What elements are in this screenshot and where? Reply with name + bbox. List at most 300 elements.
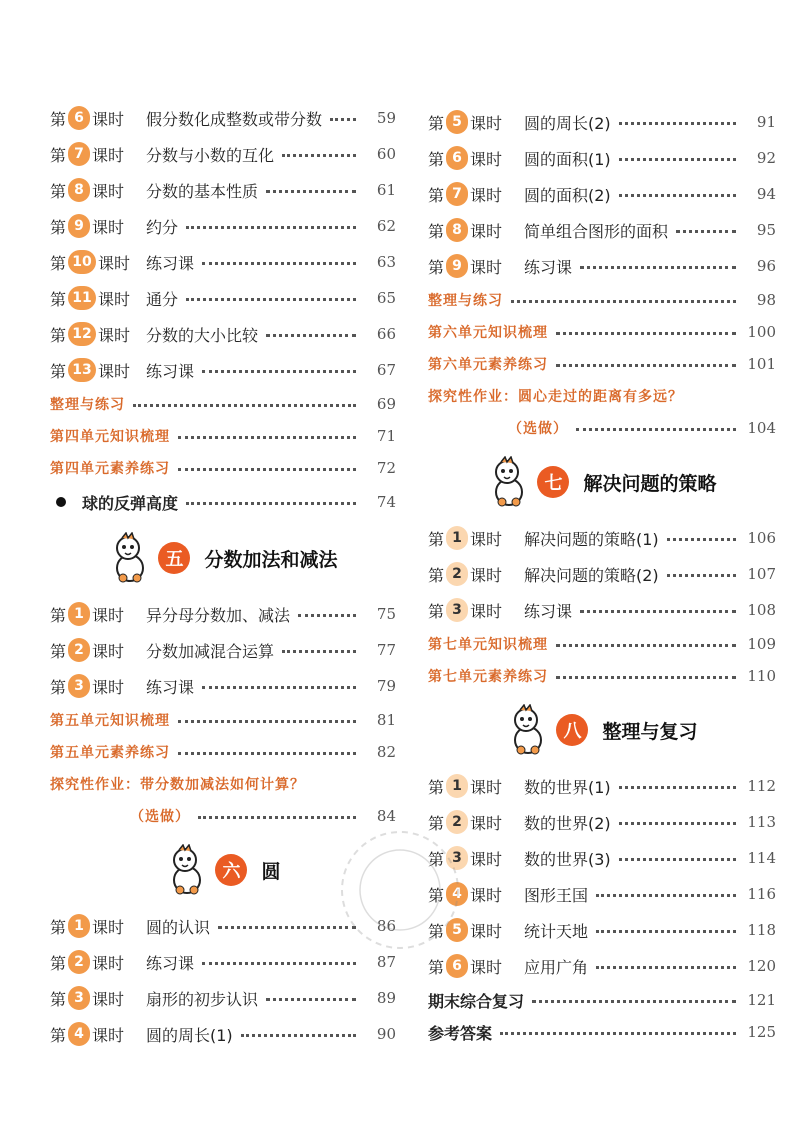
page-number: 120 xyxy=(747,957,776,975)
leader-dots xyxy=(178,461,356,471)
toc-lesson-row[interactable] xyxy=(428,520,776,556)
lesson-label xyxy=(50,322,146,346)
explore-sub-row xyxy=(428,412,776,444)
lesson-label xyxy=(428,218,524,242)
lesson-prefix: 第 xyxy=(50,641,67,661)
lesson-prefix: 第 xyxy=(428,529,445,549)
lesson-prefix: 第 xyxy=(428,113,445,133)
leader-dots xyxy=(532,993,736,1003)
page-number: 86 xyxy=(376,917,396,935)
lesson-title: 应用广角 xyxy=(524,957,589,977)
toc-lesson-row[interactable] xyxy=(428,840,776,876)
lesson-number-badge: 2 xyxy=(446,810,468,834)
lesson-label xyxy=(50,950,146,974)
lesson-title: 约分 xyxy=(146,217,179,237)
toc-lesson-row[interactable] xyxy=(50,316,396,352)
mascot-icon xyxy=(165,844,209,896)
lesson-number-badge: 11 xyxy=(68,286,96,310)
lesson-prefix: 第 xyxy=(428,957,445,977)
page-number: 71 xyxy=(376,427,396,445)
lesson-label xyxy=(50,602,146,626)
leader-dots xyxy=(596,887,736,897)
lesson-suffix: 课时 xyxy=(92,677,125,697)
page-number: 121 xyxy=(747,991,776,1009)
lesson-suffix: 课时 xyxy=(98,361,131,381)
lesson-title: 圆的周长(2) xyxy=(524,113,611,133)
leader-dots xyxy=(556,357,736,367)
lesson-label xyxy=(428,598,524,622)
page-number: 98 xyxy=(756,291,776,309)
section-title: 第六单元素养练习 xyxy=(428,357,548,373)
toc-lesson-row[interactable] xyxy=(428,104,776,140)
page-number: 87 xyxy=(376,953,396,971)
lesson-number-badge: 8 xyxy=(446,218,468,242)
lesson-number-badge: 4 xyxy=(446,882,468,906)
page-number: 107 xyxy=(747,565,776,583)
toc-lesson-row[interactable] xyxy=(428,556,776,592)
page-number: 62 xyxy=(376,217,396,235)
toc-lesson-row[interactable] xyxy=(428,140,776,176)
lesson-label xyxy=(428,526,524,550)
lesson-prefix: 第 xyxy=(428,813,445,833)
lesson-title: 分数加减混合运算 xyxy=(146,641,275,661)
lesson-number-badge: 6 xyxy=(446,146,468,170)
leader-dots xyxy=(266,991,356,1001)
page-number: 101 xyxy=(747,355,776,373)
lesson-label xyxy=(50,250,146,274)
leader-dots xyxy=(619,851,736,861)
lesson-suffix: 课时 xyxy=(470,149,503,169)
unit-number-circle: 七 xyxy=(537,466,569,498)
toc-lesson-row[interactable] xyxy=(428,248,776,284)
leader-dots xyxy=(556,637,736,647)
leader-dots xyxy=(667,531,736,541)
section-title: 第六单元知识梳理 xyxy=(428,325,548,341)
toc-lesson-row[interactable] xyxy=(428,876,776,912)
section-title: 第七单元素养练习 xyxy=(428,669,548,685)
lesson-title: 圆的面积(2) xyxy=(524,185,611,205)
lesson-suffix: 课时 xyxy=(470,813,503,833)
page-number: 110 xyxy=(747,667,776,685)
mascot-icon xyxy=(506,704,550,756)
leader-dots xyxy=(282,643,356,653)
lesson-label xyxy=(50,106,146,130)
section-title: 整理与练习 xyxy=(50,397,125,413)
lesson-title: 练习课 xyxy=(524,601,573,621)
unit-title: 整理与复习 xyxy=(602,720,698,743)
lesson-prefix: 第 xyxy=(50,1025,67,1045)
unit-number-circle: 八 xyxy=(556,714,588,746)
lesson-suffix: 课时 xyxy=(92,641,125,661)
lesson-suffix: 课时 xyxy=(92,605,125,625)
page-number: 95 xyxy=(756,221,776,239)
page-number: 60 xyxy=(376,145,396,163)
leader-dots xyxy=(178,429,356,439)
lesson-number-badge: 12 xyxy=(68,322,96,346)
toc-extra-row[interactable] xyxy=(428,628,776,660)
explore-title: 探究性作业：圆心走过的距离有多远？ xyxy=(428,389,683,405)
lesson-label xyxy=(50,178,146,202)
lesson-suffix: 课时 xyxy=(470,849,503,869)
page-number: 65 xyxy=(376,289,396,307)
leader-dots xyxy=(580,603,736,613)
page-number: 90 xyxy=(376,1025,396,1043)
lesson-prefix: 第 xyxy=(428,849,445,869)
page-number: 113 xyxy=(747,813,776,831)
lesson-number-badge: 4 xyxy=(68,1022,90,1046)
lesson-number-badge: 13 xyxy=(68,358,96,382)
leader-dots xyxy=(186,495,356,505)
lesson-suffix: 课时 xyxy=(470,601,503,621)
lesson-label xyxy=(50,142,146,166)
lesson-title: 数的世界(1) xyxy=(524,777,611,797)
lesson-prefix: 第 xyxy=(428,221,445,241)
unit-title: 圆 xyxy=(261,860,281,883)
toc-lesson-row[interactable] xyxy=(428,592,776,628)
lesson-label xyxy=(50,358,146,382)
toc-lesson-row[interactable] xyxy=(50,352,396,388)
leader-dots xyxy=(186,291,356,301)
page-number: 75 xyxy=(376,605,396,623)
leader-dots xyxy=(202,679,356,689)
toc-extra-row[interactable] xyxy=(50,452,396,484)
page-number: 59 xyxy=(376,109,396,127)
lesson-number-badge: 2 xyxy=(446,562,468,586)
leader-dots xyxy=(596,923,736,933)
lesson-title: 解决问题的策略(2) xyxy=(524,565,659,585)
lesson-prefix: 第 xyxy=(50,253,67,273)
toc-extra-row[interactable] xyxy=(428,1016,776,1048)
lesson-number-badge: 5 xyxy=(446,918,468,942)
lesson-label xyxy=(428,774,524,798)
page-number: 94 xyxy=(756,185,776,203)
toc-extra-row[interactable] xyxy=(50,736,396,768)
leader-dots xyxy=(676,223,736,233)
page-number: 112 xyxy=(747,777,776,795)
lesson-suffix: 课时 xyxy=(92,989,125,1009)
lesson-number-badge: 1 xyxy=(68,602,90,626)
section-title: 整理与练习 xyxy=(428,293,503,309)
page-number: 108 xyxy=(747,601,776,619)
leader-dots xyxy=(218,919,356,929)
toc-lesson-row[interactable] xyxy=(428,912,776,948)
page-number: 81 xyxy=(376,711,396,729)
toc-left-column xyxy=(50,100,396,1052)
page-number: 61 xyxy=(376,181,396,199)
lesson-label xyxy=(428,146,524,170)
toc-extra-row[interactable] xyxy=(428,316,776,348)
lesson-title: 圆的周长(1) xyxy=(146,1025,233,1045)
leader-dots xyxy=(619,115,736,125)
lesson-title: 假分数化成整数或带分数 xyxy=(146,109,323,129)
leader-dots xyxy=(619,815,736,825)
page-number: 67 xyxy=(376,361,396,379)
lesson-prefix: 第 xyxy=(428,885,445,905)
toc-lesson-row[interactable] xyxy=(428,804,776,840)
page-number: 69 xyxy=(376,395,396,413)
lesson-suffix: 课时 xyxy=(470,529,503,549)
section-title: 期末综合复习 xyxy=(428,991,525,1011)
leader-dots xyxy=(298,607,356,617)
leader-dots xyxy=(580,259,736,269)
page-number: 96 xyxy=(756,257,776,275)
page-number: 66 xyxy=(376,325,396,343)
lesson-suffix: 课时 xyxy=(92,109,125,129)
lesson-title: 分数的基本性质 xyxy=(146,181,259,201)
leader-dots xyxy=(202,363,356,373)
toc-extra-row[interactable] xyxy=(428,660,776,692)
lesson-number-badge: 6 xyxy=(446,954,468,978)
lesson-suffix: 课时 xyxy=(470,885,503,905)
toc-extra-row[interactable] xyxy=(428,348,776,380)
lesson-title: 统计天地 xyxy=(524,921,589,941)
toc-right-column xyxy=(428,104,776,1048)
lesson-label xyxy=(428,254,524,278)
page-number: 72 xyxy=(376,459,396,477)
leader-dots xyxy=(198,809,356,819)
lesson-title: 解决问题的策略(1) xyxy=(524,529,659,549)
unit-header xyxy=(50,526,396,590)
lesson-label xyxy=(50,674,146,698)
lesson-prefix: 第 xyxy=(50,109,67,129)
lesson-prefix: 第 xyxy=(428,777,445,797)
lesson-title: 圆的面积(1) xyxy=(524,149,611,169)
lesson-suffix: 课时 xyxy=(470,113,503,133)
page-number: 114 xyxy=(747,849,776,867)
page-number: 106 xyxy=(747,529,776,547)
explore-title: 探究性作业：带分数加减法如何计算？ xyxy=(50,777,305,793)
lesson-title: 图形王国 xyxy=(524,885,589,905)
leader-dots xyxy=(186,219,356,229)
leader-dots xyxy=(282,147,356,157)
lesson-label xyxy=(428,882,524,906)
lesson-prefix: 第 xyxy=(50,145,67,165)
lesson-prefix: 第 xyxy=(428,921,445,941)
activity-title: 球的反弹高度 xyxy=(82,493,179,513)
toc-lesson-row[interactable] xyxy=(50,280,396,316)
lesson-label xyxy=(50,914,146,938)
lesson-suffix: 课时 xyxy=(470,257,503,277)
leader-dots xyxy=(330,111,356,121)
lesson-number-badge: 3 xyxy=(68,674,90,698)
leader-dots xyxy=(500,1025,736,1035)
unit-number-circle: 五 xyxy=(158,542,190,574)
toc-lesson-row[interactable] xyxy=(50,136,396,172)
page-number: 92 xyxy=(756,149,776,167)
toc-extra-row[interactable] xyxy=(428,984,776,1016)
lesson-label xyxy=(428,954,524,978)
page-number: 91 xyxy=(756,113,776,131)
page-number: 118 xyxy=(747,921,776,939)
lesson-title: 练习课 xyxy=(146,677,195,697)
lesson-title: 扇形的初步认识 xyxy=(146,989,259,1009)
bullet-icon xyxy=(56,497,66,507)
lesson-number-badge: 9 xyxy=(68,214,90,238)
lesson-suffix: 课时 xyxy=(98,253,131,273)
toc-lesson-row[interactable] xyxy=(50,100,396,136)
toc-lesson-row[interactable] xyxy=(428,948,776,984)
lesson-prefix: 第 xyxy=(50,325,67,345)
lesson-label xyxy=(50,286,146,310)
lesson-prefix: 第 xyxy=(50,361,67,381)
leader-dots xyxy=(667,567,736,577)
mascot-icon xyxy=(108,532,152,584)
lesson-title: 练习课 xyxy=(146,253,195,273)
unit-header xyxy=(428,698,776,762)
lesson-label xyxy=(428,110,524,134)
lesson-number-badge: 8 xyxy=(68,178,90,202)
lesson-prefix: 第 xyxy=(50,605,67,625)
lesson-title: 简单组合图形的面积 xyxy=(524,221,669,241)
lesson-title: 通分 xyxy=(146,289,179,309)
lesson-title: 数的世界(3) xyxy=(524,849,611,869)
toc-lesson-row[interactable] xyxy=(50,596,396,632)
section-title: 第七单元知识梳理 xyxy=(428,637,548,653)
leader-dots xyxy=(619,151,736,161)
lesson-suffix: 课时 xyxy=(98,289,131,309)
lesson-suffix: 课时 xyxy=(470,185,503,205)
lesson-suffix: 课时 xyxy=(470,221,503,241)
lesson-suffix: 课时 xyxy=(92,1025,125,1045)
toc-lesson-row[interactable] xyxy=(428,212,776,248)
page-number: 63 xyxy=(376,253,396,271)
lesson-number-badge: 2 xyxy=(68,638,90,662)
page-number: 77 xyxy=(376,641,396,659)
lesson-title: 练习课 xyxy=(146,953,195,973)
lesson-number-badge: 3 xyxy=(446,846,468,870)
toc-lesson-row[interactable] xyxy=(428,768,776,804)
lesson-prefix: 第 xyxy=(50,677,67,697)
unit-number-circle: 六 xyxy=(215,854,247,886)
lesson-label xyxy=(50,986,146,1010)
lesson-label xyxy=(428,918,524,942)
lesson-suffix: 课时 xyxy=(470,957,503,977)
page-number: 116 xyxy=(747,885,776,903)
toc-extra-row[interactable] xyxy=(50,704,396,736)
lesson-prefix: 第 xyxy=(50,217,67,237)
lesson-number-badge: 1 xyxy=(446,774,468,798)
unit-header xyxy=(50,838,396,902)
toc-lesson-row[interactable] xyxy=(50,172,396,208)
page-number: 79 xyxy=(376,677,396,695)
lesson-label xyxy=(428,562,524,586)
leader-dots xyxy=(576,421,736,431)
lesson-prefix: 第 xyxy=(50,917,67,937)
toc-extra-row[interactable] xyxy=(50,388,396,420)
lesson-number-badge: 3 xyxy=(68,986,90,1010)
mascot-icon xyxy=(487,456,531,508)
lesson-label xyxy=(428,810,524,834)
lesson-number-badge: 7 xyxy=(68,142,90,166)
unit-title: 分数加法和减法 xyxy=(204,548,338,571)
explore-row[interactable] xyxy=(428,380,776,412)
lesson-title: 圆的认识 xyxy=(146,917,211,937)
toc-lesson-row[interactable] xyxy=(50,668,396,704)
page-number: 84 xyxy=(376,807,396,825)
activity-row[interactable] xyxy=(50,484,396,520)
leader-dots xyxy=(266,327,356,337)
section-title: 第五单元素养练习 xyxy=(50,745,170,761)
toc-lesson-row[interactable] xyxy=(50,980,396,1016)
leader-dots xyxy=(178,745,356,755)
explore-row[interactable] xyxy=(50,768,396,800)
lesson-label xyxy=(50,1022,146,1046)
lesson-number-badge: 7 xyxy=(446,182,468,206)
lesson-number-badge: 1 xyxy=(446,526,468,550)
lesson-title: 数的世界(2) xyxy=(524,813,611,833)
page-number: 82 xyxy=(376,743,396,761)
leader-dots xyxy=(511,293,736,303)
lesson-prefix: 第 xyxy=(50,181,67,201)
leader-dots xyxy=(556,325,736,335)
lesson-number-badge: 10 xyxy=(68,250,96,274)
toc-extra-row[interactable] xyxy=(428,284,776,316)
lesson-prefix: 第 xyxy=(428,257,445,277)
leader-dots xyxy=(202,955,356,965)
leader-dots xyxy=(556,669,736,679)
lesson-label xyxy=(50,638,146,662)
lesson-label xyxy=(50,214,146,238)
toc-lesson-row[interactable] xyxy=(50,944,396,980)
unit-title: 解决问题的策略 xyxy=(583,472,717,495)
explore-optional: （选做） xyxy=(130,809,190,825)
lesson-suffix: 课时 xyxy=(470,921,503,941)
toc-extra-row[interactable] xyxy=(50,420,396,452)
lesson-prefix: 第 xyxy=(428,185,445,205)
lesson-label xyxy=(428,846,524,870)
toc-lesson-row[interactable] xyxy=(50,244,396,280)
leader-dots xyxy=(596,959,736,969)
page-number: 100 xyxy=(747,323,776,341)
lesson-label xyxy=(428,182,524,206)
lesson-prefix: 第 xyxy=(50,289,67,309)
lesson-suffix: 课时 xyxy=(92,145,125,165)
lesson-title: 练习课 xyxy=(524,257,573,277)
lesson-number-badge: 5 xyxy=(446,110,468,134)
explore-sub-row xyxy=(50,800,396,832)
lesson-title: 分数与小数的互化 xyxy=(146,145,275,165)
leader-dots xyxy=(178,713,356,723)
lesson-prefix: 第 xyxy=(428,601,445,621)
leader-dots xyxy=(266,183,356,193)
leader-dots xyxy=(619,187,736,197)
section-title: 参考答案 xyxy=(428,1023,493,1043)
lesson-title: 分数的大小比较 xyxy=(146,325,259,345)
lesson-title: 异分母分数加、减法 xyxy=(146,605,291,625)
lesson-suffix: 课时 xyxy=(92,181,125,201)
lesson-number-badge: 1 xyxy=(68,914,90,938)
leader-dots xyxy=(202,255,356,265)
toc-lesson-row[interactable] xyxy=(50,632,396,668)
page-number: 74 xyxy=(376,493,396,511)
lesson-suffix: 课时 xyxy=(92,217,125,237)
lesson-number-badge: 3 xyxy=(446,598,468,622)
page-number: 89 xyxy=(376,989,396,1007)
toc-lesson-row[interactable] xyxy=(50,208,396,244)
unit-header xyxy=(428,450,776,514)
lesson-title: 练习课 xyxy=(146,361,195,381)
lesson-prefix: 第 xyxy=(428,565,445,585)
lesson-number-badge: 2 xyxy=(68,950,90,974)
toc-lesson-row[interactable] xyxy=(50,908,396,944)
lesson-number-badge: 9 xyxy=(446,254,468,278)
lesson-suffix: 课时 xyxy=(470,777,503,797)
lesson-prefix: 第 xyxy=(50,953,67,973)
toc-lesson-row[interactable] xyxy=(428,176,776,212)
lesson-number-badge: 6 xyxy=(68,106,90,130)
toc-lesson-row[interactable] xyxy=(50,1016,396,1052)
lesson-suffix: 课时 xyxy=(92,953,125,973)
